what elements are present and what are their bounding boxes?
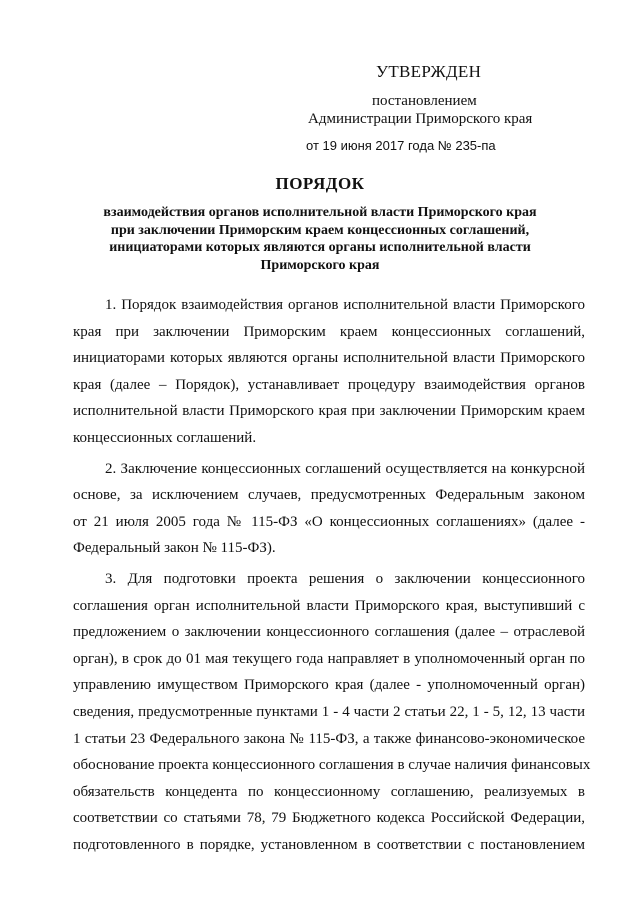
paragraph-line: соответствии со статьями 78, 79 Бюджетного кодекса Российской Федерации, bbox=[73, 810, 585, 827]
approval-date: от 19 июня 2017 года № 235-па bbox=[306, 138, 496, 153]
document-title: ПОРЯДОК bbox=[275, 174, 365, 193]
paragraph-line: инициаторами которых являются органы исполнительной власти Приморского bbox=[73, 350, 585, 367]
paragraph-line: края при заключении Приморским краем концессионных соглашений, bbox=[73, 323, 585, 340]
approval-title: УТВЕРЖДЕН bbox=[376, 62, 482, 81]
paragraph-line: основе, за исключением случаев, предусмотренных Федеральным законом bbox=[73, 487, 585, 504]
subtitle-line: Приморского края bbox=[260, 257, 380, 273]
approval-organization: Администрации Приморского края bbox=[308, 111, 533, 127]
paragraph-line: исполнительной власти Приморского края при заключении Приморским краем bbox=[73, 403, 585, 420]
document-body bbox=[73, 292, 591, 858]
paragraph bbox=[73, 292, 585, 452]
paragraph-line: 2. Заключение концессионных соглашений осуществляется на конкурсной bbox=[105, 460, 585, 477]
paragraph-line: предложением о заключении концессионного соглашения (далее – отраслевой bbox=[73, 624, 585, 641]
paragraph-line: от 21 июля 2005 года № 115-ФЗ «О концессионных соглашениях» (далее - bbox=[73, 513, 585, 530]
paragraph-line: 1. Порядок взаимодействия органов исполнительной власти Приморского bbox=[105, 297, 585, 313]
paragraph-line: сведения, предусмотренные пунктами 1 - 4 части 2 статьи 22, 1 - 5, 12, 13 части bbox=[73, 703, 585, 720]
paragraph-line: концессионных соглашений. bbox=[73, 429, 257, 446]
subtitle-line: взаимодействия органов исполнительной власти Приморского края bbox=[103, 205, 537, 220]
document-subtitle bbox=[90, 204, 550, 274]
paragraph-line: обоснование проекта концессионного соглашения в случае наличия финансовых bbox=[73, 757, 591, 774]
paragraph-line: обязательств концедента по концессионному соглашению, реализуемых в bbox=[73, 783, 585, 800]
approval-by: постановлением bbox=[372, 93, 477, 109]
paragraph-line: 3. Для подготовки проекта решения о заключении концессионного bbox=[105, 570, 585, 587]
paragraph-line: подготовленного в порядке, установленном в соответствии с постановлением bbox=[73, 836, 585, 853]
paragraph-line: 1 статьи 23 Федерального закона № 115-ФЗ, а также финансово-экономическое bbox=[73, 730, 585, 747]
paragraph-line: орган), в срок до 01 мая текущего года направляет в уполномоченный орган по bbox=[73, 650, 585, 667]
paragraph-line: Федеральный закон № 115-ФЗ). bbox=[73, 540, 276, 557]
paragraph bbox=[73, 566, 591, 859]
subtitle-line: при заключении Приморским краем концессионных соглашений, bbox=[110, 222, 530, 238]
subtitle-line: инициаторами которых являются органы исполнительной власти bbox=[109, 240, 531, 255]
paragraph bbox=[73, 456, 585, 562]
paragraph-line: управлению имуществом Приморского края (далее - уполномоченный орган) bbox=[73, 677, 585, 694]
paragraph-line: края (далее – Порядок), устанавливает процедуру взаимодействия органов bbox=[73, 376, 585, 393]
paragraph-line: соглашения орган исполнительной власти Приморского края, выступивший с bbox=[73, 597, 585, 614]
